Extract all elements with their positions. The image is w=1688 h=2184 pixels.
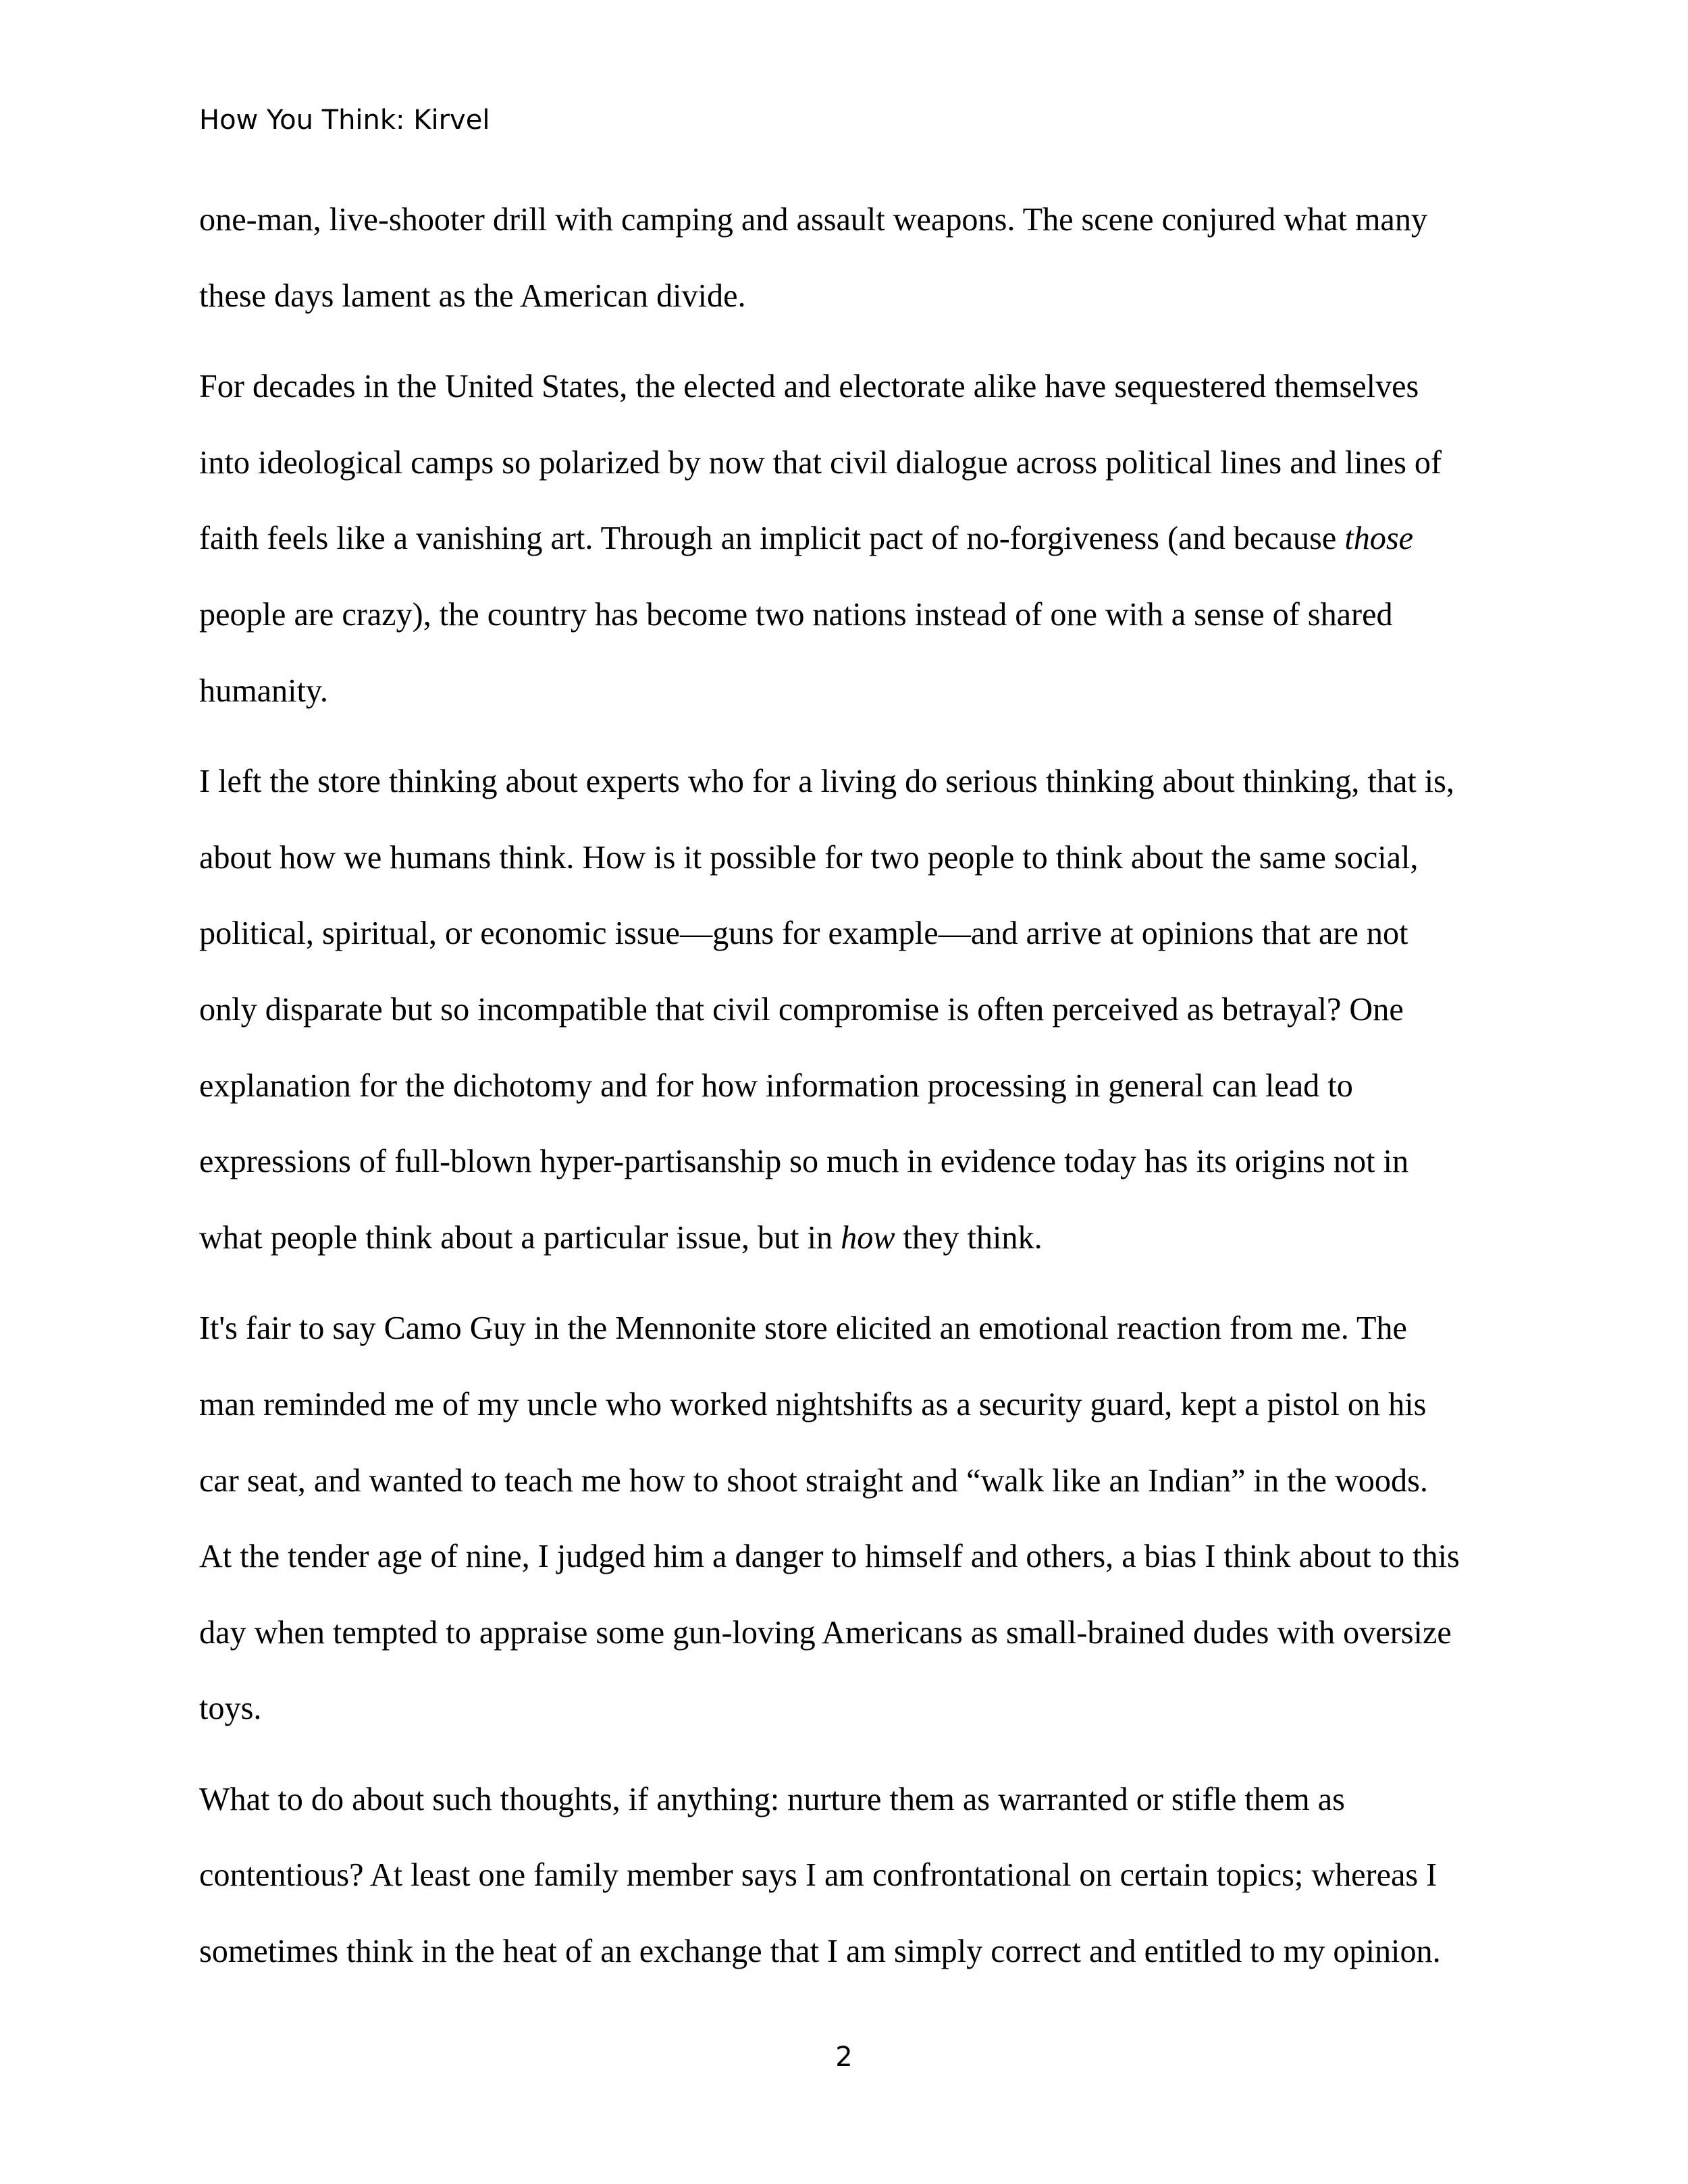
text-segment: car seat, and wanted to teach me how to shoot straight and “walk like an Indian” in the woods. [199, 1462, 1428, 1499]
italic-text: how [841, 1219, 895, 1256]
text-segment: what people think about a particular issue, but in [199, 1219, 841, 1256]
text-segment: about how we humans think. How is it possible for two people to think about the same social, [199, 839, 1419, 876]
text-line [199, 1381, 1496, 1457]
text-line [199, 272, 1496, 348]
text-segment: these days lament as the American divide. [199, 277, 746, 314]
text-line [199, 1851, 1496, 1927]
text-segment: one-man, live-shooter drill with camping and assault weapons. The scene conjured what many [199, 202, 1428, 238]
text-line [199, 363, 1496, 439]
text-line [199, 1457, 1496, 1533]
text-segment: sometimes think in the heat of an exchange that I am simply correct and entitled to my opinion. [199, 1934, 1441, 1970]
text-line [199, 1214, 1496, 1290]
text-line [199, 439, 1496, 515]
text-line [199, 1684, 1496, 1761]
text-segment: they think. [895, 1219, 1043, 1256]
text-segment: political, spiritual, or economic issue—guns for example—and arrive at opinions that are not [199, 915, 1408, 952]
text-segment: What to do about such thoughts, if anything: nurture them as warranted or stifle them as [199, 1781, 1345, 1817]
text-line [199, 1927, 1496, 2004]
text-line [199, 1304, 1496, 1381]
text-segment: explanation for the dichotomy and for how information processing in general can lead to [199, 1067, 1353, 1104]
paragraph [199, 1304, 1496, 1761]
text-segment: faith feels like a vanishing art. Through an implicit pact of no-forgiveness (and because [199, 521, 1345, 557]
paragraph [199, 757, 1496, 1289]
text-segment: humanity. [199, 672, 328, 709]
text-line [199, 1609, 1496, 1685]
text-segment: only disparate but so incompatible that civil compromise is often perceived as betrayal? One [199, 991, 1404, 1028]
paragraph [199, 1776, 1496, 2004]
text-segment: man reminded me of my uncle who worked nightshifts as a security guard, kept a pistol on his [199, 1386, 1427, 1422]
paragraph [199, 196, 1496, 348]
text-segment: into ideological camps so polarized by now that civil dialogue across political lines and lines of [199, 444, 1442, 481]
running-header: How You Think: Kirvel [199, 105, 490, 136]
paragraph [199, 363, 1496, 743]
text-line [199, 1776, 1496, 1852]
text-line [199, 757, 1496, 834]
text-line [199, 196, 1496, 272]
text-line [199, 1533, 1496, 1609]
text-line [199, 667, 1496, 743]
text-segment: toys. [199, 1690, 262, 1727]
text-line [199, 514, 1496, 591]
document-body [199, 196, 1496, 2004]
italic-text: those [1344, 521, 1414, 557]
text-line [199, 834, 1496, 910]
text-segment: expressions of full-blown hyper-partisanship so much in evidence today has its origins not in [199, 1144, 1409, 1180]
text-segment: day when tempted to appraise some gun-loving Americans as small-brained dudes with oversize [199, 1614, 1452, 1651]
page-number: 2 [835, 2042, 853, 2073]
text-line [199, 986, 1496, 1062]
text-segment: It's fair to say Camo Guy in the Mennonite store elicited an emotional reaction from me. The [199, 1310, 1407, 1347]
text-line [199, 909, 1496, 986]
text-line [199, 1138, 1496, 1214]
text-line [199, 1062, 1496, 1138]
text-line [199, 591, 1496, 667]
text-segment: contentious? At least one family member says I am confrontational on certain topics; whereas I [199, 1857, 1438, 1894]
text-segment: At the tender age of nine, I judged him a danger to himself and others, a bias I think about to this [199, 1539, 1460, 1575]
text-segment: I left the store thinking about experts who for a living do serious thinking about thinking, that is, [199, 764, 1454, 800]
text-segment: For decades in the United States, the elected and electorate alike have sequestered themselves [199, 369, 1419, 405]
text-segment: people are crazy), the country has become two nations instead of one with a sense of shared [199, 596, 1393, 633]
